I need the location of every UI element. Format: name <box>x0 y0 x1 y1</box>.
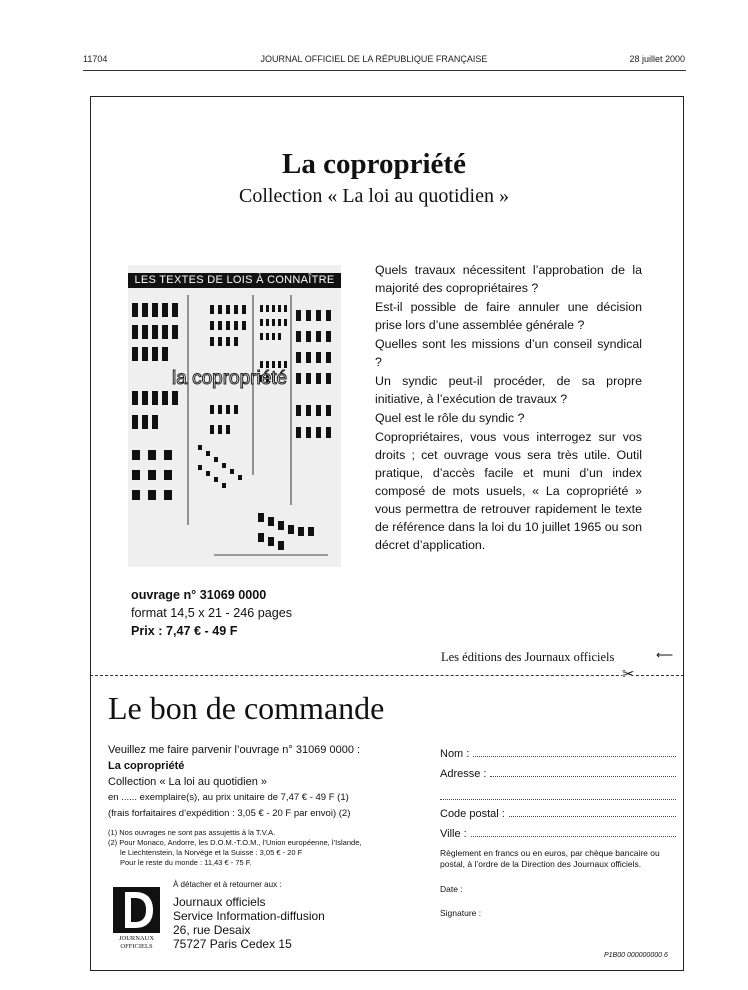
return-instruction: À détacher et à retourner aux : <box>173 880 282 889</box>
book-price: Prix : 7,47 € - 49 F <box>131 624 238 638</box>
payment-terms: Règlement en francs ou en euros, par chèque bancaire ou postal, à l’ordre de la Direction des Journaux officiels. <box>440 848 660 869</box>
order-details <box>108 742 408 868</box>
shipping-line: (frais forfaitaires d’expédition : 3,05 € - 20 F par envoi) (2) <box>108 808 351 819</box>
nom-field[interactable] <box>440 740 676 760</box>
adresse-label: Adresse : <box>440 768 487 780</box>
footnote: Pour le reste du monde : 11,43 € - 75 F. <box>120 858 252 867</box>
ville-field[interactable] <box>440 820 676 840</box>
cover-banner: LES TEXTES DE LOIS À CONNAÎTRE <box>128 273 341 288</box>
address-line: 75727 Paris Cedex 15 <box>173 937 292 951</box>
code-postal-label: Code postal : <box>440 808 505 820</box>
adresse-field[interactable] <box>440 760 676 780</box>
order-collection: Collection « La loi au quotidien » <box>108 776 268 788</box>
ville-line[interactable] <box>471 836 676 837</box>
order-form-title: Le bon de commande <box>108 690 385 726</box>
quantity-line[interactable]: en ...... exemplaire(s), au prix unitaire de 7,47 € - 49 F (1) <box>108 792 349 803</box>
scissors-icon: ✂ <box>622 666 635 683</box>
code-postal-field[interactable] <box>440 800 676 820</box>
page-number: 11704 <box>83 54 108 64</box>
issue-date: 28 juillet 2000 <box>629 54 685 64</box>
footnote: le Liechtenstein, la Norvège et la Suisse : 3,05 € - 20 F <box>120 848 303 857</box>
order-book-title: La copropriété <box>108 760 185 772</box>
editions-credit: Les éditions des Journaux officiels <box>441 650 615 664</box>
header-rule <box>83 70 686 71</box>
question: Quel est le rôle du syndic ? <box>375 411 525 425</box>
journal-title: JOURNAL OFFICIEL DE LA RÉPUBLIQUE FRANÇAISE <box>260 54 488 64</box>
signature-field[interactable]: Signature : <box>440 908 482 918</box>
collection-subtitle: Collection « La loi au quotidien » <box>239 185 509 207</box>
customer-fields <box>440 740 676 918</box>
book-format: format 14,5 x 21 - 246 pages <box>131 606 293 620</box>
return-address <box>173 895 325 951</box>
ouvrage-number: ouvrage n° 31069 0000 <box>131 588 267 602</box>
date-field[interactable]: Date : <box>440 884 463 894</box>
address-line: Service Information-diffusion <box>173 909 325 923</box>
description: Copropriétaires, vous vous interrogez sur vos droits ; cet ouvrage vous sera très utile. Outil pratique, d’accès facile et muni d’un index composé de mots usuels, « La copropriété » vous permettra de retrouver rapidement le texte de référence dans la loi du 10 juillet 1965 ou son décret d’application. <box>375 430 642 552</box>
question: Un syndic peut-il procéder, de sa propre initiative, à l’exécution de travaux ? <box>375 374 642 406</box>
journaux-officiels-logo <box>113 887 160 950</box>
address-line: 26, rue Desaix <box>173 923 251 937</box>
book-cover <box>128 265 341 567</box>
address-line: Journaux officiels <box>173 895 266 909</box>
cover-buildings-illustration <box>128 265 341 567</box>
adresse-line[interactable] <box>490 776 676 777</box>
book-info <box>131 586 292 640</box>
cut-line <box>90 675 684 676</box>
questions-block <box>375 261 642 555</box>
arrow-left-icon: ⟵ <box>656 648 674 662</box>
code-postal-line[interactable] <box>509 816 676 817</box>
adresse-line-2[interactable] <box>440 780 676 800</box>
svg-text:JOURNAUX: JOURNAUX <box>118 935 155 942</box>
cover-title: la copropriété <box>172 368 288 389</box>
nom-line[interactable] <box>473 756 676 757</box>
footnote: (1) Nos ouvrages ne sont pas assujettis à la T.V.A. <box>108 828 276 837</box>
question: Est-il possible de faire annuler une décision prise lors d’une assemblée générale ? <box>375 300 642 332</box>
order-intro: Veuillez me faire parvenir l’ouvrage n° 31069 0000 : <box>108 744 361 756</box>
question: Quels travaux nécessitent l’approbation de la majorité des copropriétaires ? <box>375 263 642 295</box>
reference-code: P1B00 000000000 6 <box>604 952 668 959</box>
svg-text:OFFICIELS: OFFICIELS <box>120 943 153 950</box>
nom-label: Nom : <box>440 748 470 760</box>
ville-label: Ville : <box>440 828 467 840</box>
footnotes <box>108 828 408 868</box>
footnote: (2) Pour Monaco, Andorre, les D.O.M.-T.O.M., l’Union européenne, l’Islande, <box>108 838 362 847</box>
question: Quelles sont les missions d’un conseil syndical ? <box>375 337 642 369</box>
book-title: La copropriété <box>282 148 466 180</box>
